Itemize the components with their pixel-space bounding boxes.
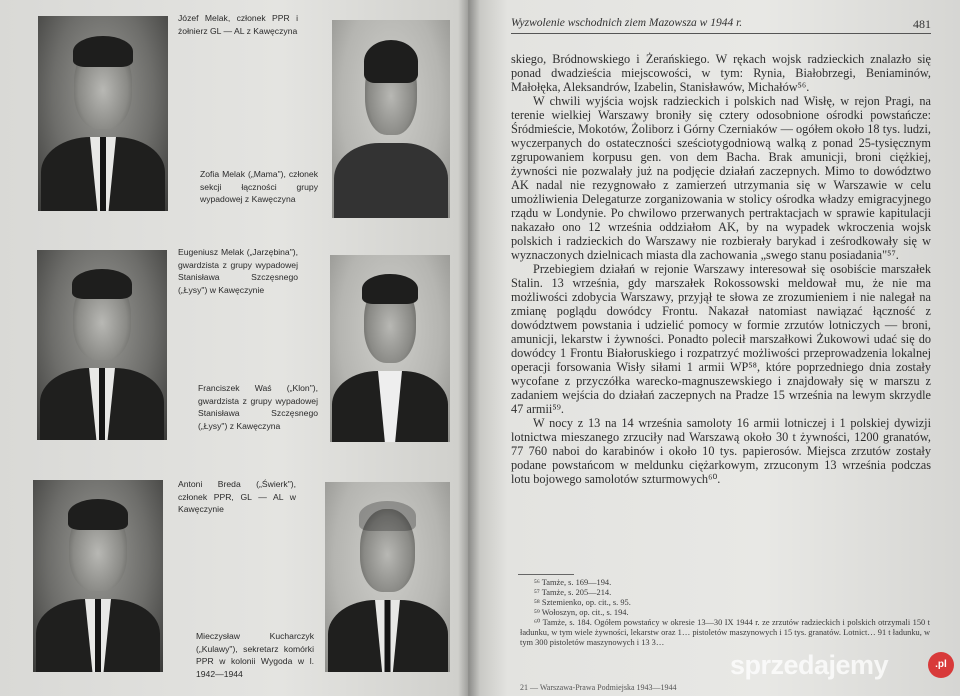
portrait-photo-antoni-breda (33, 480, 163, 672)
paragraph: Przebiegiem działań w rejonie Warszawy interesował się osobiście marszałek Stalin. 13 września, gdy marszałek Rokossowski meldował mu, że nie ma możliwości zdobycia Warszawy, przyjął te słowa ze zrozumieniem i nie nalegał na zmianę poglądu dowódcy Frontu. Nakazał natomiast nawiązać łączność z dowództwem powstania i udzielić pomocy w formie zrzutów lotniczych — broni, amunicji, lekarstw i żywności. Ponadto polecił marszałkowi Żukowowi udać się do dowódcy 1 Frontu Białoruskiego i rozpatrzyć możliwości przeprowadzenia lokalnej operacji forsowania Wisły siłami 1 armii WP⁵⁸, które poprzedniego dnia zostały wycofane z przyczółka warecko-magnuszewskiego i znajdowały się w marszu z zadaniem wejścia do działań zaczepnych na Pradze 15 września na lewym skrzydle 47 armii⁵⁹. (511, 262, 931, 416)
running-head (511, 17, 931, 34)
portrait-photo-eugeniusz-melak (37, 250, 167, 440)
paragraph: W chwili wyjścia wojsk radzieckich i polskich nad Wisłę, w rejon Pragi, na terenie wielkiej Warszawy broniły się cztery odosobnione ośrodki powstańcze: Śródmieście, Mokotów, Żoliborz i Górny Czerniaków — ogółem około 18 tys. ludzi, wyczerpanych do ostateczności sześciotygodniową walką z ponad 25-tysięcznym zgrupowaniem korpusu gen. von dem Bacha. Brak amunicji, broni ciężkiej, żywności nie pozwalały już na podjęcie działań zaczepnych. Mimo to dowództwo AK nadal nie rezygnowało z zamierzeń utrzymania się w Warszawie w celu umożliwienia Delegaturze zorganizowania w stolicy ośrodka władzy emigracyjnego rządu w Londynie. Po chwilowo przerwanych pertraktacjach w sprawie kapitulacji nakazało ono 12 września oddziałom AK, by na wypadek wkroczenia wojsk polskich i radzieckich do Warszawy nie rozbierały barykad i ześrodkowały się w wyznaczonych dzielnicach miasta dla zachowania „swego stanu posiadania"⁵⁷. (511, 94, 931, 262)
photo-caption: Zofia Melak („Mama"), członek sekcji łączności grupy wypadowej z Kawęczyna (200, 169, 318, 204)
book-spine (458, 0, 480, 696)
portrait-photo-franciszek-was (330, 255, 450, 442)
running-head-title: Wyzwolenie wschodnich ziem Mazowsza w 1944 r. (511, 17, 743, 29)
footnote-divider (518, 574, 574, 575)
footnote: ⁵⁹ Wołoszyn, op. cit., s. 194. (534, 608, 629, 617)
footnotes (520, 578, 930, 648)
photo-caption: Eugeniusz Melak („Jarzębina"), gwardzista z grupy wypadowej Stanisława Szczęsnego („Łysy") w Kawęczynie (178, 247, 298, 295)
portrait-photo-zofia-melak (332, 20, 450, 218)
footnote: ⁵⁷ Tamże, s. 205—214. (534, 588, 612, 597)
portrait-photo-jozef-melak (38, 16, 168, 211)
photo-caption: Mieczysław Kucharczyk („Kulawy"), sekretarz komórki PPR w kolonii Wygoda w l. 1942—1944 (196, 631, 314, 679)
page-footer: 21 — Warszawa-Prawa Podmiejska 1943—1944 (520, 683, 677, 692)
footnote: ⁵⁸ Sztemienko, op. cit., s. 95. (534, 598, 631, 607)
footnote: ⁶⁰ Tamże, s. 184. Ogółem powstańcy w okresie 13—30 IX 1944 r. ze zrzutów radzieckich i polskich otrzymali 150 t ładunku, w tym wiele żywności, lekarstw oraz 1… pistoletów maszynowych i 15 tys. granatów. Lotnict… 91 t ładunku, w tym 300 pistoletów maszynowych i 13 3… (520, 618, 930, 647)
footnote: ⁵⁶ Tamże, s. 169—194. (534, 578, 612, 587)
photo-caption: Franciszek Waś („Klon"), gwardzista z grupy wypadowej Stanisława Szczęsnego („Łysy") z Kawęczyna (198, 383, 318, 431)
photo-caption: Józef Melak, członek PPR i żołnierz GL — AL z Kawęczyna (178, 13, 298, 36)
portrait-photo-mieczyslaw-kucharczyk (325, 482, 450, 672)
watermark-badge: .pl (928, 652, 954, 678)
page-number: 481 (913, 17, 931, 31)
photo-caption: Antoni Breda („Świerk"), członek PPR, GL — AL w Kawęczynie (178, 479, 296, 514)
paragraph: skiego, Bródnowskiego i Żerańskiego. W rękach wojsk radzieckich znalazło się ponad dwadzieścia miejscowości, w tym: Rynia, Białobrzegi, Beniaminów, Małołęka, Aleksandrów, Izabelin, Stanisławów, Michałów⁵⁶. (511, 52, 931, 94)
body-text (511, 52, 931, 486)
left-page (0, 0, 468, 696)
watermark-text: sprzedajemy (730, 650, 889, 680)
paragraph: W nocy z 13 na 14 września samoloty 16 armii lotniczej i 1 polskiej dywizji lotnictwa mieszanego zrzuciły nad Warszawą około 30 t żywności, 1200 granatów, 77 760 naboi do karabinów i około 10 tys. papierosów. Miejsca zrzutów zostały podane powstańcom w meldunku ciężarkowym, zrzuconym 13 września podczas lotu bojowego samolotów szturmowych⁶⁰. (511, 416, 931, 486)
